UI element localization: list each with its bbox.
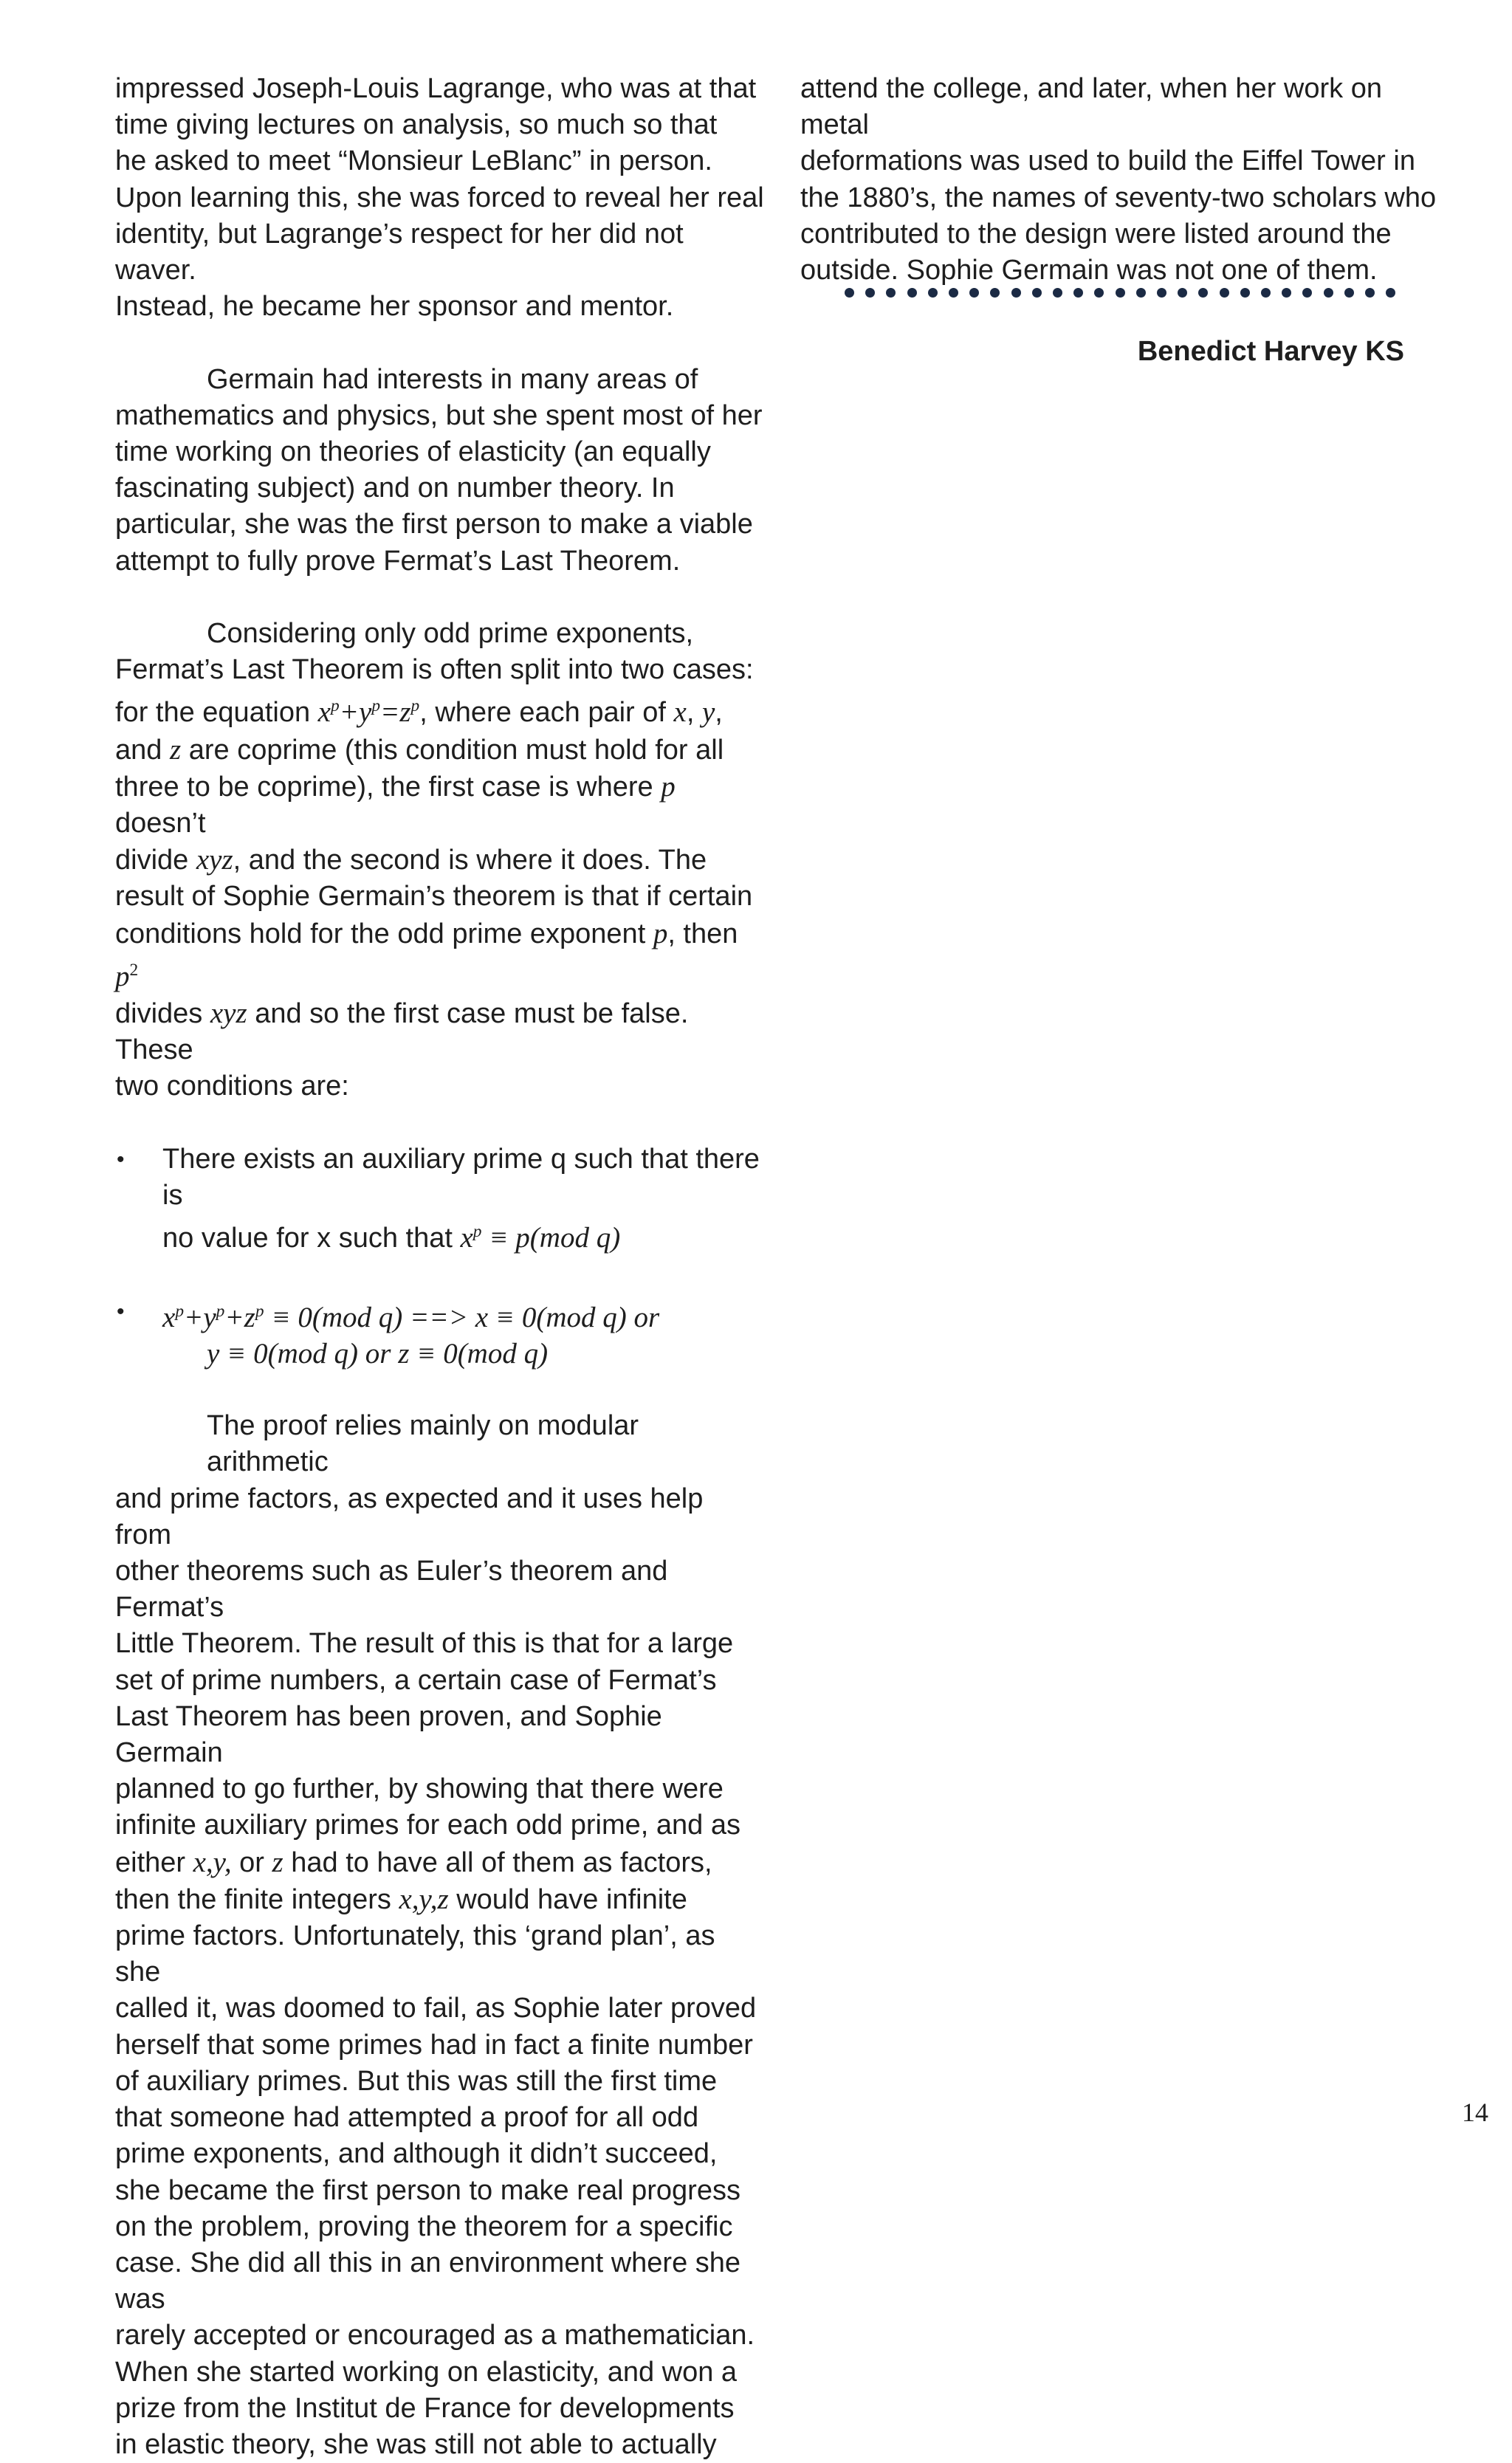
divider-dot: [949, 288, 958, 298]
text-line: infinite auxiliary primes for each odd prime, and as: [115, 1810, 740, 1841]
divider-dot: [886, 288, 896, 298]
text-line: contributed to the design were listed around the: [800, 218, 1392, 250]
divider-dot: [1094, 288, 1104, 298]
text-line: Fermat’s Last Theorem is often split into two cases:: [115, 654, 754, 686]
divider-dot: [907, 288, 917, 298]
text-line: prime factors. Unfortunately, this ‘grand plan’, as she: [115, 1920, 715, 1988]
text-line: of auxiliary primes. But this was still the first time: [115, 2065, 718, 2097]
divider-dot: [1032, 288, 1042, 298]
text-line: no value for x such that $x^p \equiv p(mod$ q): [162, 1222, 621, 1254]
text-line: two conditions are:: [115, 1071, 349, 1102]
text-line: called it, was doomed to fail, as Sophie later proved: [115, 1993, 757, 2024]
text-line: Last Theorem has been proven, and Sophie Germain: [115, 1700, 662, 1769]
text-line: either x,y, or z had to have all of them as factors,: [115, 1846, 712, 1878]
text-line: conditions hold for the odd prime exponent p, then $p^2$: [115, 917, 738, 992]
text-line: and z are coprime (this condition must hold for all: [115, 733, 724, 766]
divider-dot: [1324, 288, 1333, 298]
divider-dot: [1365, 288, 1375, 298]
text-line: divides xyz and so the first case must be false. These: [115, 997, 689, 1066]
divider-dot: [1220, 288, 1229, 298]
text-line: identity, but Lagrange’s respect for her did not waver.: [115, 218, 684, 286]
bullet-list: [115, 1141, 765, 1372]
divider-dot: [1302, 288, 1312, 298]
list-item: [115, 1294, 765, 1372]
text-line: time working on theories of elasticity (an equally: [115, 436, 711, 468]
text-line: planned to go further, by showing that there were: [115, 1773, 724, 1805]
divider-dot: [928, 288, 938, 298]
text-line: three to be coprime), the first case is where p doesn’t: [115, 770, 676, 839]
divider-dot: [990, 288, 1000, 298]
text-line: Considering only odd prime exponents,: [207, 618, 694, 650]
text-line: The proof relies mainly on modular arithmetic: [207, 1410, 639, 1478]
left-column: [115, 71, 765, 2463]
text-line: rarely accepted or encouraged as a mathematician.: [115, 2320, 755, 2352]
text-line: Upon learning this, she was forced to reveal her real: [115, 182, 764, 213]
divider-dot: [1261, 288, 1271, 298]
text-line: then the finite integers x,y,z would have infinite: [115, 1883, 687, 1915]
text-line: Little Theorem. The result of this is that for a large: [115, 1628, 734, 1660]
equation-inline: $x^p \equiv p(mod$ q): [460, 1222, 621, 1254]
text-line: divide xyz, and the second is where it does. The: [115, 844, 707, 876]
text-line: that someone had attempted a proof for all odd: [115, 2102, 699, 2134]
list-item: [115, 1141, 765, 1257]
text-line: Instead, he became her sponsor and mentor.: [115, 291, 674, 323]
divider-dot: [1011, 288, 1021, 298]
divider-dot: [1157, 288, 1166, 298]
text-line: When she started working on elasticity, and won a: [115, 2356, 738, 2388]
text-line: attend the college, and later, when her work on metal: [800, 73, 1382, 141]
author-byline: Benedict Harvey KS: [1137, 336, 1404, 367]
divider-dot: [1240, 288, 1250, 298]
text-line: other theorems such as Euler’s theorem and Fermat’s: [115, 1556, 668, 1624]
divider-dot: [1178, 288, 1187, 298]
text-line: impressed Joseph-Louis Lagrange, who was at that: [115, 73, 757, 104]
text-line: the 1880’s, the names of seventy-two scholars who: [800, 182, 1437, 213]
text-line: deformations was used to build the Eiffel Tower in: [800, 145, 1415, 177]
text-line: fascinating subject) and on number theory. In: [115, 473, 675, 504]
text-line: case. She did all this in an environment where she was: [115, 2247, 741, 2315]
divider-dot: [1073, 288, 1083, 298]
text-line: Germain had interests in many areas of: [207, 363, 698, 395]
divider-dot: [865, 288, 875, 298]
text-line: attempt to fully prove Fermat’s Last Theorem.: [115, 545, 681, 577]
text-line: time giving lectures on analysis, so much so that: [115, 109, 718, 141]
text-line: outside. Sophie Germain was not one of them.: [800, 255, 1378, 286]
paragraph-interests: [115, 362, 765, 580]
text-line: prime exponents, and although it didn’t succeed,: [115, 2138, 718, 2170]
text-line: for the equation $x^p+y^p=z^p$, where each pair of x, y,: [115, 696, 723, 729]
divider-dot: [1198, 288, 1208, 298]
text-line: There exists an auxiliary prime q such that there is: [162, 1143, 760, 1212]
equation-inline: $x^p+y^p=z^p$: [317, 696, 420, 729]
paragraph-proof: [115, 1408, 765, 2463]
divider-dot: [1386, 288, 1395, 298]
divider-dot: [1344, 288, 1354, 298]
page-number: 14: [1462, 2098, 1488, 2127]
divider-dot: [845, 288, 854, 298]
text-line: she became the first person to make real progress: [115, 2174, 740, 2206]
text-line: mathematics and physics, but she spent most of her: [115, 399, 763, 431]
text-line: on the problem, proving the theorem for a specific: [115, 2210, 733, 2242]
dotted-divider: [845, 285, 1398, 301]
paragraph-lagrange: [115, 71, 765, 325]
divider-dot: [1282, 288, 1291, 298]
divider-dot: [969, 288, 979, 298]
text-line: herself that some primes had in fact a finite number: [115, 2029, 753, 2061]
text-line: in elastic theory, she was still not able to actually: [115, 2428, 717, 2460]
divider-dot: [1136, 288, 1146, 298]
text-line: and prime factors, as expected and it uses help from: [115, 1483, 704, 1550]
divider-dot: [1053, 288, 1062, 298]
equation-line: $x^p+y^p+z^p \equiv 0(mod$ q) ==> x ≡ 0(mod q) or: [162, 1301, 660, 1333]
text-line: prize from the Institut de France for developments: [115, 2392, 735, 2424]
text-line: he asked to meet “Monsieur LeBlanc” in person.: [115, 145, 712, 177]
text-line: particular, she was the first person to make a viable: [115, 509, 753, 540]
paragraph-fermat-cases: [115, 616, 765, 1105]
bullet-icon: •: [117, 1299, 125, 1324]
equation-line: y ≡ 0(mod q) or z ≡ 0(mod q): [207, 1337, 549, 1370]
text-line: result of Sophie Germain’s theorem is that if certain: [115, 881, 753, 913]
right-column: [800, 71, 1450, 289]
text-line: set of prime numbers, a certain case of Fermat’s: [115, 1664, 717, 1696]
bullet-icon: •: [117, 1147, 125, 1172]
divider-dot: [1116, 288, 1125, 298]
